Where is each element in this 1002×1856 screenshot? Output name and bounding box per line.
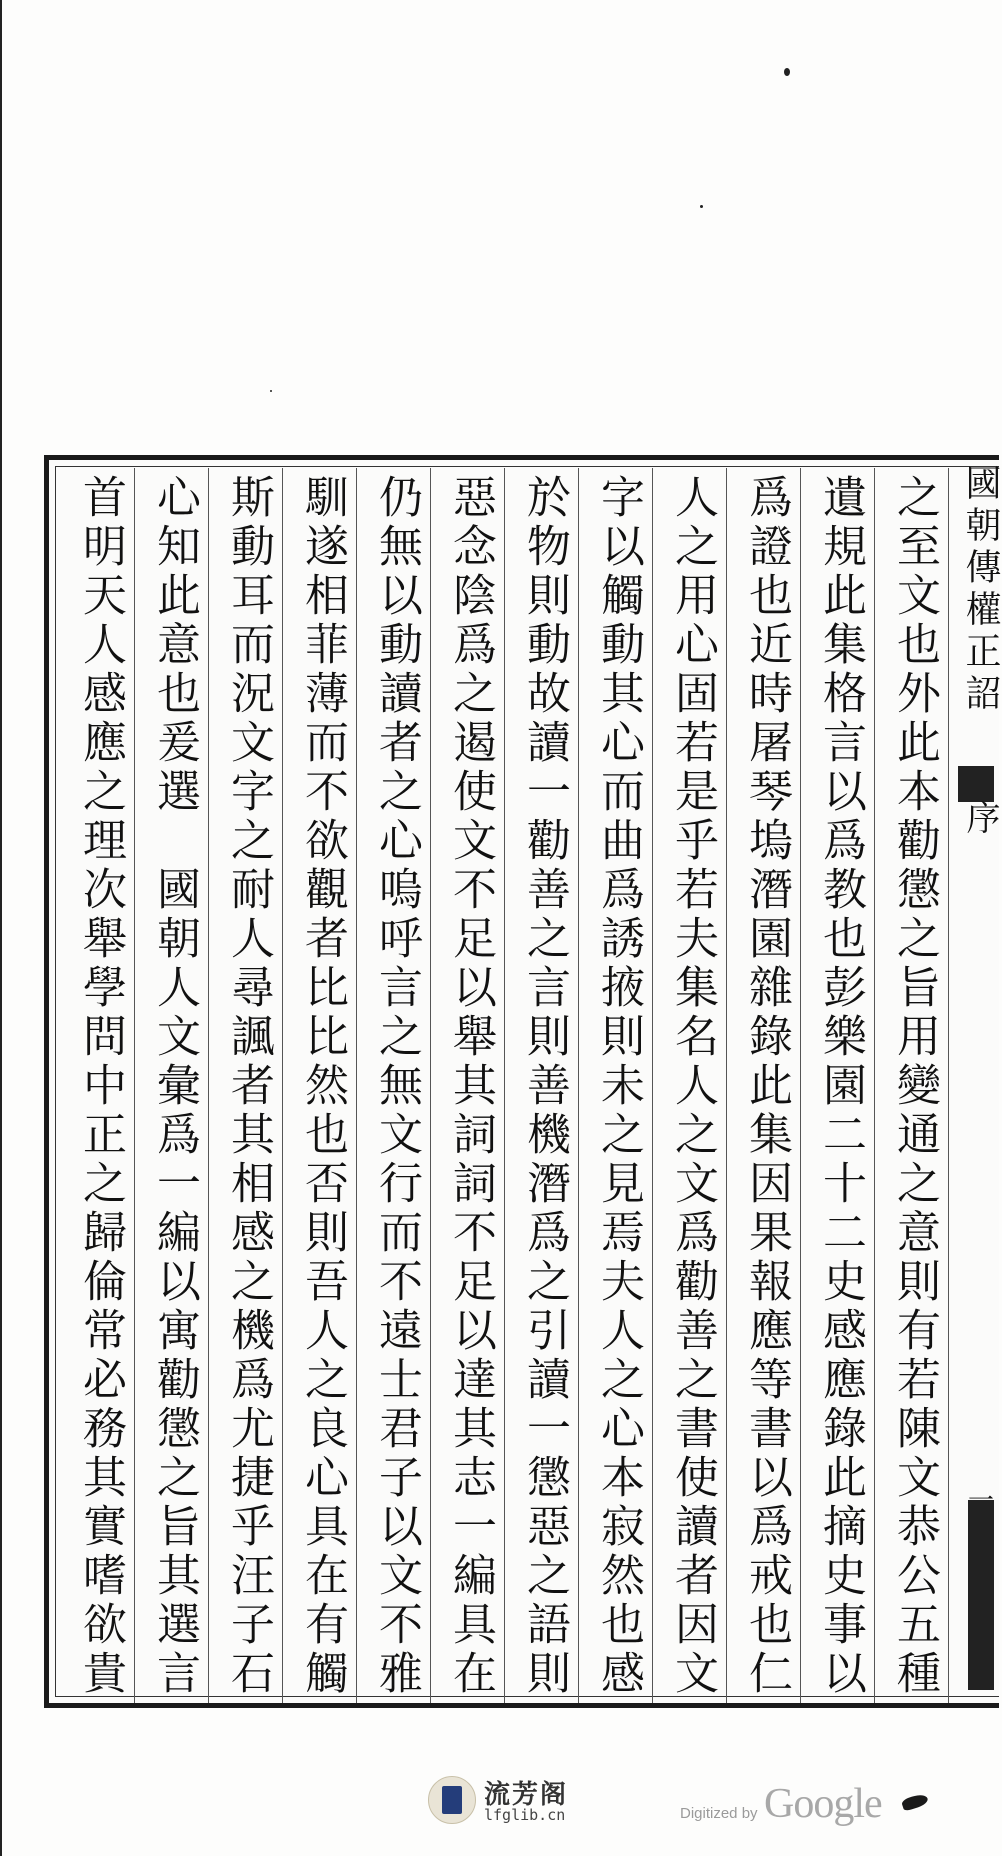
fishtail-mark [958,766,994,802]
text-column-5: 字以觸動其心而曲爲誘掖則未之見焉夫人之心本寂然也感 [593,474,644,1699]
column-rule [356,468,357,1703]
column-rule [800,468,801,1703]
text-column-10: 斯動耳而況文字之耐人尋諷者其相感之機爲尤捷乎汪子石 [223,474,274,1699]
logo-url[interactable]: lfglib.cn [484,1806,566,1824]
text-column-9: 馴遂相菲薄而不欲觀者比比然也否則吾人之良心具在有觸 [297,474,348,1699]
digitized-by-label: Digitized by [680,1805,758,1822]
text-column-11: 心知此意也爰選 國朝人文彙爲一編以寓勸懲之旨其選言 [149,474,200,1699]
text-column-4: 人之用心固若是乎若夫集名人之文爲勸善之書使讀者因文 [667,474,718,1699]
column-rule [652,468,653,1703]
ink-speck [270,390,272,392]
text-column-8: 仍無以動讀者之心嗚呼言之無文行而不遠士君子以文不雅 [371,474,422,1699]
fishtail-lower [968,1500,994,1690]
text-column-1: 之至文也外此本勸懲之旨用變通之意則有若陳文恭公五種 [889,474,940,1699]
margin-section: 序 [960,800,1000,839]
column-rule [578,468,579,1703]
text-column-7: 惡念陰爲之遏使文不足以舉其詞詞不足以達其志一編具在 [445,474,496,1699]
google-wordmark: Google [764,1781,882,1827]
book-icon [442,1786,462,1814]
column-rule [208,468,209,1703]
margin-title: 國朝傳權正詔 [960,464,1001,716]
column-rule [430,468,431,1703]
text-column-3: 爲證也近時屠琴塢潛園雜錄此集因果報應等書以爲戒也仁 [741,474,792,1699]
column-rule [504,468,505,1703]
column-rule [726,468,727,1703]
text-column-2: 遺規此集格言以爲教也彭樂園二十二史感應錄此摘史事以 [815,474,866,1699]
ink-speck [700,205,703,208]
column-rule [282,468,283,1703]
text-frame [44,455,999,1708]
text-column-12: 首明天人感應之理次舉學問中正之歸倫常必務其實嗜欲貴 [75,474,126,1699]
text-column-6: 於物則動故讀一勸善之言則善機潛爲之引讀一懲惡之語則 [519,474,570,1699]
logo-name[interactable]: 流芳阁 [484,1780,569,1810]
book-logo-icon[interactable] [428,1776,476,1824]
ink-speck [784,68,790,76]
column-rule [948,468,949,1703]
column-rule [874,468,875,1703]
page-edge [0,0,2,1856]
column-rule [134,468,135,1703]
